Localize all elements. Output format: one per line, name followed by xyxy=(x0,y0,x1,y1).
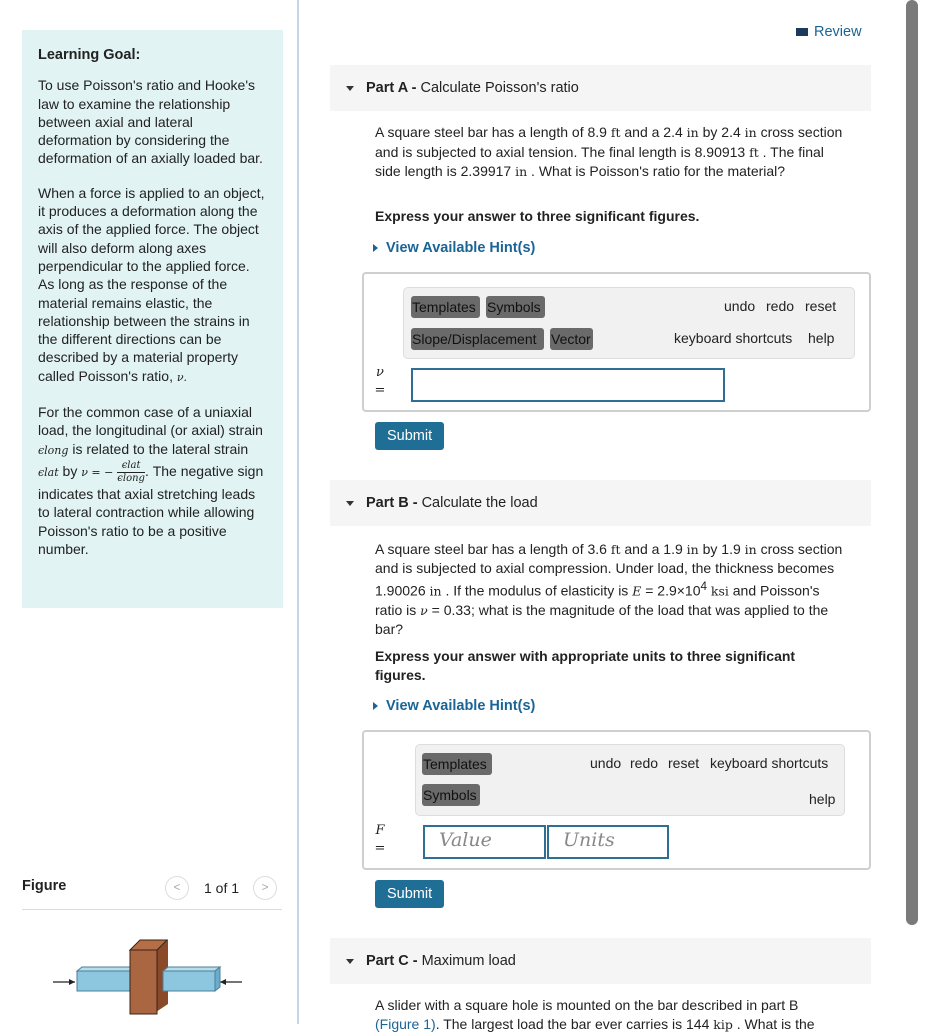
question-text: in xyxy=(686,125,699,140)
part-title: Calculate the load xyxy=(421,495,538,511)
figure-bar-slider xyxy=(50,930,250,1024)
part-c-header[interactable] xyxy=(330,938,871,984)
review-label: Review xyxy=(814,24,862,40)
part-b-submit-button[interactable]: Submit xyxy=(375,880,444,908)
question-text: = 2.9×10 xyxy=(641,582,701,599)
help-button[interactable]: help xyxy=(808,330,835,346)
strain-fraction xyxy=(117,460,145,485)
question-text: in xyxy=(686,542,699,557)
part-a-question xyxy=(375,123,845,182)
figure-pager: 1 of 1 xyxy=(204,880,240,896)
prev-figure-button[interactable]: < xyxy=(165,876,189,900)
templates-button[interactable]: Templates xyxy=(422,753,492,775)
part-a-hint-link[interactable]: View Available Hint(s) xyxy=(373,240,535,256)
caret-down-icon xyxy=(346,86,354,91)
review-icon xyxy=(796,28,808,36)
question-text: in xyxy=(744,542,757,557)
goal-text: is related to the lateral strain xyxy=(68,440,249,457)
part-label: Part C - xyxy=(366,953,418,969)
part-a-answer-box xyxy=(362,272,871,412)
caret-down-icon xyxy=(346,501,354,506)
part-a-header[interactable] xyxy=(330,65,871,111)
learning-goal-panel xyxy=(22,30,283,608)
question-text: . What is Poisson's ratio for the material? xyxy=(527,163,786,179)
part-b-header[interactable] xyxy=(330,480,871,526)
question-text: . What is the xyxy=(732,1015,815,1032)
redo-button[interactable]: redo xyxy=(630,755,659,771)
question-text: in xyxy=(429,583,442,599)
part-c-question xyxy=(375,996,845,1034)
question-text: ft xyxy=(749,144,759,160)
keyboard-shortcuts-button[interactable]: keyboard shortcuts xyxy=(674,330,793,346)
question-text: and a 2.4 xyxy=(620,124,687,140)
equals-sign: = xyxy=(374,383,386,398)
question-text: 4 xyxy=(700,579,707,593)
vector-button[interactable]: Vector xyxy=(550,328,593,350)
part-title: Maximum load xyxy=(421,953,516,969)
slope-displacement-button[interactable]: Slope/Displacement xyxy=(411,328,544,350)
symbols-button[interactable]: Symbols xyxy=(486,296,545,318)
symbols-button[interactable]: Symbols xyxy=(422,784,480,806)
caret-down-icon xyxy=(346,959,354,964)
goal-paragraph-3 xyxy=(38,403,267,558)
question-text: ksi xyxy=(710,583,729,599)
f-variable-label: F xyxy=(375,823,385,838)
goal-text: When a force is applied to an object, it produces a deformation along the axis of the applied force. The object will also deform along axes perpendicular to the applied force. As long as the response of the material remains elastic, the relationship between the strains in the different directions can be described by a material property called Poisson's ratio, xyxy=(38,184,265,384)
eps-long: ϵlong xyxy=(38,443,69,457)
nu-answer-input[interactable] xyxy=(411,368,725,402)
goal-paragraph-1: To use Poisson's ratio and Hooke's law to examine the relationship between axial and lateral deformation by considering the deformation of an axially loaded bar. xyxy=(38,77,263,167)
undo-button[interactable]: undo xyxy=(724,298,756,314)
part-b-question xyxy=(375,540,845,638)
nu-variable-label: ν xyxy=(376,365,384,380)
question-text: A square steel bar has a length of 3.6 xyxy=(375,541,611,557)
goal-text: by xyxy=(58,463,82,480)
question-text: . If the modulus of elasticity is xyxy=(441,582,633,599)
part-b-instruction: Express your answer with appropriate units to three significant figures. xyxy=(375,648,796,683)
question-text: E xyxy=(632,583,642,599)
reset-button[interactable]: reset xyxy=(668,755,700,771)
question-text: A square steel bar has a length of 8.9 xyxy=(375,124,611,140)
question-text: and Poisson's ratio is xyxy=(375,582,820,618)
part-b-answer-box xyxy=(362,730,871,870)
math-toolbar xyxy=(403,287,855,359)
help-button[interactable]: help xyxy=(809,791,836,807)
goal-paragraph-2 xyxy=(38,184,267,387)
question-text: ν xyxy=(420,602,428,618)
formula-lhs: ν = − xyxy=(81,466,114,480)
goal-text: For the common case of a uniaxial load, the longitudinal (or axial) strain xyxy=(38,404,263,439)
redo-button[interactable]: redo xyxy=(766,298,795,314)
undo-button[interactable]: undo xyxy=(590,755,622,771)
math-toolbar xyxy=(415,744,845,816)
panel-divider[interactable] xyxy=(297,0,299,1024)
keyboard-shortcuts-button[interactable]: keyboard shortcuts xyxy=(710,755,829,771)
question-text: cross section and is subjected to axial tension. The final length is 8.90913 xyxy=(375,124,843,160)
question-text: = 0.33; what is the magnitude of the load that was applied to the bar? xyxy=(375,601,829,637)
frac-num: ϵlat xyxy=(117,460,145,473)
question-text: by 2.4 xyxy=(698,124,745,140)
review-link[interactable] xyxy=(796,24,862,40)
question-text: and a 1.9 xyxy=(620,541,687,557)
value-input[interactable]: Value xyxy=(423,825,546,859)
eps-lat: ϵlat xyxy=(38,466,59,480)
part-label: Part B - xyxy=(366,495,418,511)
part-label: Part A - xyxy=(366,80,417,96)
unit-kip: kip xyxy=(713,1016,733,1032)
equals-sign: = xyxy=(374,841,386,856)
question-text: A slider with a square hole is mounted on the bar described in part B xyxy=(375,997,799,1013)
reset-button[interactable]: reset xyxy=(805,298,837,314)
figure-divider xyxy=(22,909,282,910)
question-text: ft xyxy=(610,125,621,140)
goal-text: . The negative sign indicates that axial stretching leads to lateral contraction while allowing Poisson's ratio to be a positive number. xyxy=(38,463,264,557)
figure-label: Figure xyxy=(22,878,67,894)
figure-link[interactable]: (Figure 1) xyxy=(375,1015,436,1032)
question-text: cross section and is subjected to axial compression. Under load, the thickness becomes 1.90026 xyxy=(375,541,843,599)
part-a-submit-button[interactable]: Submit xyxy=(375,422,444,450)
units-input[interactable]: Units xyxy=(547,825,669,859)
nu-symbol: ν. xyxy=(176,370,188,384)
part-b-hint-link[interactable]: View Available Hint(s) xyxy=(373,698,535,714)
scrollbar[interactable] xyxy=(906,0,918,925)
part-title: Calculate Poisson's ratio xyxy=(420,80,579,96)
part-a-instruction: Express your answer to three significant figures. xyxy=(375,208,700,224)
question-text: . The largest load the bar ever carries is 144 xyxy=(435,1015,714,1032)
question-text: ft xyxy=(610,542,621,557)
templates-button[interactable]: Templates xyxy=(411,296,480,318)
question-text: in xyxy=(744,125,757,140)
learning-goal-title: Learning Goal: xyxy=(38,47,141,63)
next-figure-button[interactable]: > xyxy=(253,876,277,900)
question-text: in xyxy=(515,164,528,179)
frac-den: ϵlong xyxy=(117,472,145,484)
question-text: . The final side length is 2.39917 xyxy=(375,143,824,179)
question-text: by 1.9 xyxy=(698,541,745,557)
